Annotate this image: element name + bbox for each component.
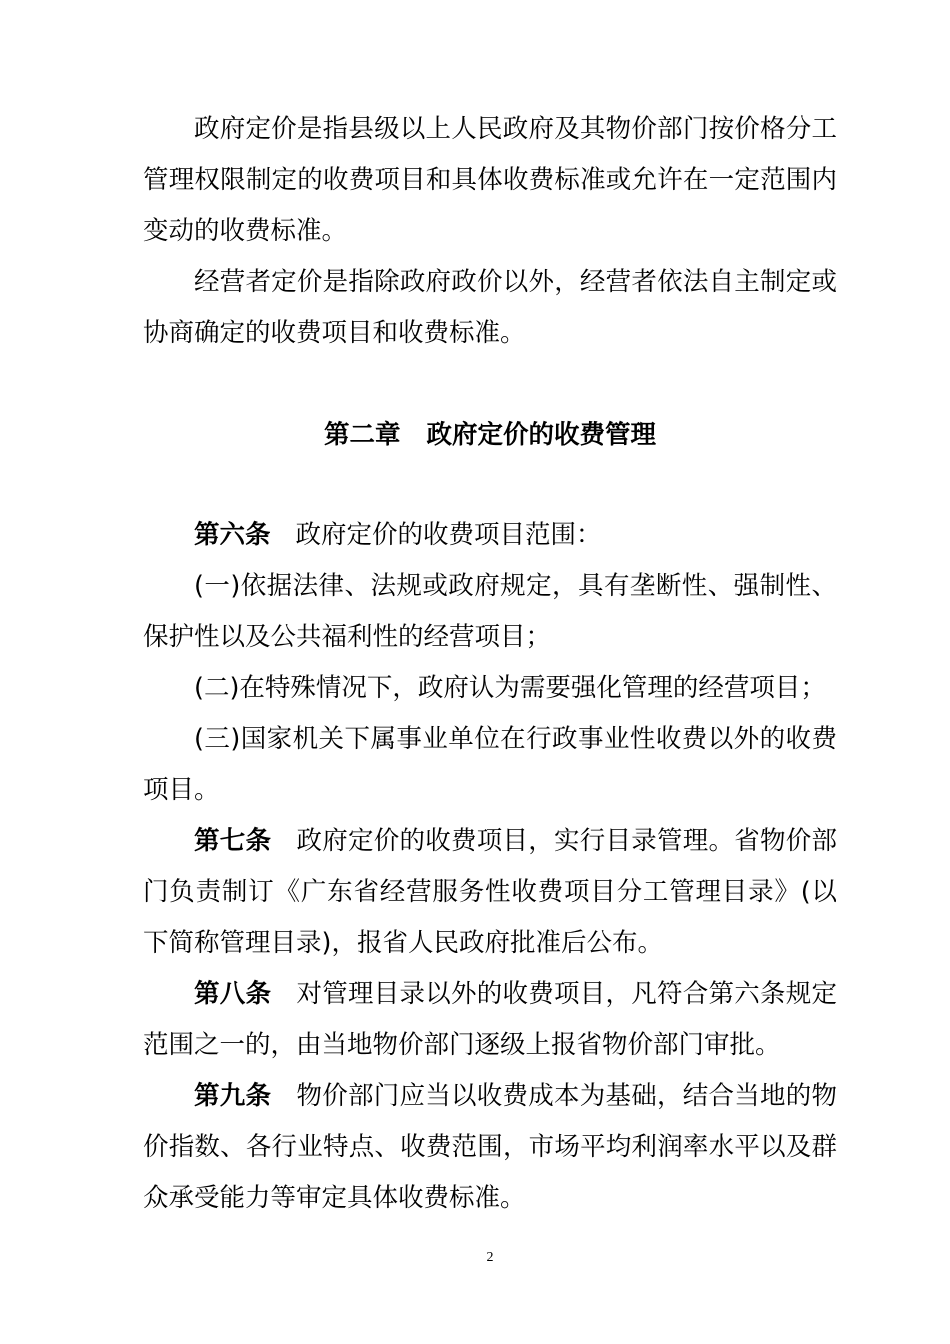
article-8: [143, 969, 837, 1071]
chapter-title: 政府定价的收费管理: [426, 420, 657, 450]
page-number: 2: [486, 1250, 494, 1265]
article-6-text: 政府定价的收费项目范围：: [295, 520, 602, 550]
article-6-item-1: (一)依据法律、法规或政府规定，具有垄断性、强制性、保护性以及公共福利性的经营项目；: [143, 571, 837, 652]
article-8-text: 对管理目录以外的收费项目，凡符合第六条规定范围之一的，由当地物价部门逐级上报省物价部门审批。: [143, 979, 837, 1060]
article-9-text: 物价部门应当以收费成本为基础，结合当地的物价指数、各行业特点、收费范围，市场平均利润率水平以及群众承受能力等审定具体收费标准。: [143, 1081, 837, 1213]
chapter-heading: [0, 410, 950, 461]
article-6-item-2: (二)在特殊情况下，政府认为需要强化管理的经营项目；: [194, 673, 826, 703]
article-6-item-3: (三)国家机关下属事业单位在行政事业性收费以外的收费项目。: [143, 724, 837, 805]
article-8-number: 第八条: [194, 979, 272, 1009]
article-7-number: 第七条: [194, 826, 272, 856]
article-7: [143, 816, 837, 969]
intro-section: [143, 104, 837, 359]
article-9-number: 第九条: [194, 1081, 272, 1111]
article-9: [143, 1071, 837, 1224]
articles-section: [143, 510, 837, 1224]
paragraph-operator-pricing: 经营者定价是指除政府政价以外，经营者依法自主制定或协商确定的收费项目和收费标准。: [143, 267, 837, 348]
article-6-number: 第六条: [194, 520, 271, 550]
article-7-text: 政府定价的收费项目，实行目录管理。省物价部门负责制订《广东省经营服务性收费项目分工管理目录》(以下简称管理目录)，报省人民政府批准后公布。: [143, 826, 837, 958]
paragraph-government-pricing: 政府定价是指县级以上人民政府及其物价部门按价格分工管理权限制定的收费项目和具体收费标准或允许在一定范围内变动的收费标准。: [143, 114, 837, 246]
article-6: [143, 510, 837, 561]
chapter-number: 第二章: [323, 420, 401, 450]
